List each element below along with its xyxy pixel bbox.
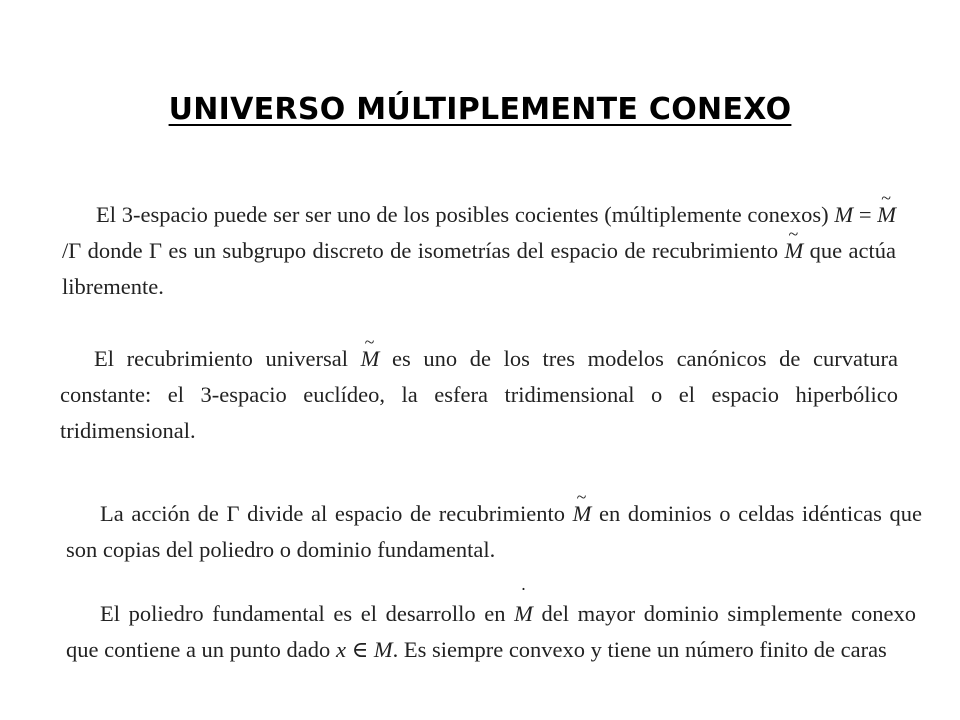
text-segment: La acción de bbox=[100, 501, 227, 526]
paragraph-quotient-space bbox=[62, 197, 896, 305]
slide-title: UNIVERSO MÚLTIPLEMENTE CONEXO bbox=[168, 92, 792, 127]
math-quotient-gamma: /Γ bbox=[62, 238, 82, 263]
text-segment: El poliedro fundamental es el desarrollo en bbox=[100, 601, 515, 626]
math-element-of: ∈ bbox=[345, 637, 374, 662]
text-segment: que actúa libremente. bbox=[62, 238, 896, 299]
text-segment: El recubrimiento universal bbox=[94, 346, 361, 371]
math-m-tilde: ~ M bbox=[877, 197, 896, 233]
text-segment: . Es siempre convexo y tiene un número finito de caras bbox=[392, 637, 887, 662]
math-m: M bbox=[373, 637, 393, 662]
text-segment: es un subgrupo discreto de isometrías del espacio de recubrimiento bbox=[162, 238, 785, 263]
math-x: x bbox=[335, 637, 346, 662]
math-m-dot: ˙ M bbox=[514, 596, 533, 632]
math-m-tilde: ~ M bbox=[785, 233, 804, 269]
text-segment: del mayor dominio simplemente conexo que contiene a un punto dado bbox=[66, 601, 917, 662]
math-equals: = bbox=[853, 202, 878, 227]
text-segment: donde bbox=[81, 238, 150, 263]
text-segment: es uno de los tres modelos canónicos de curvatura constante: el 3-espacio euclídeo, la esfera tridimensional o el espacio hiperbólico tridimensional. bbox=[60, 346, 899, 443]
paragraph-universal-cover bbox=[60, 341, 898, 449]
math-gamma: Γ bbox=[226, 501, 240, 526]
math-gamma: Γ bbox=[149, 238, 163, 263]
paragraph-gamma-action bbox=[66, 496, 922, 568]
text-segment: El 3-espacio puede ser ser uno de los posibles cocientes (múltiplemente conexos) bbox=[96, 202, 835, 227]
math-m-tilde: ~ M bbox=[361, 341, 380, 377]
text-segment: en dominios o celdas idénticas que son copias del poliedro o dominio fundamental. bbox=[66, 501, 922, 562]
text-segment: divide al espacio de recubrimiento bbox=[239, 501, 573, 526]
math-m: M bbox=[834, 202, 854, 227]
math-m-tilde: ~ M bbox=[573, 496, 592, 532]
paragraph-fundamental-polyhedron bbox=[66, 596, 916, 668]
